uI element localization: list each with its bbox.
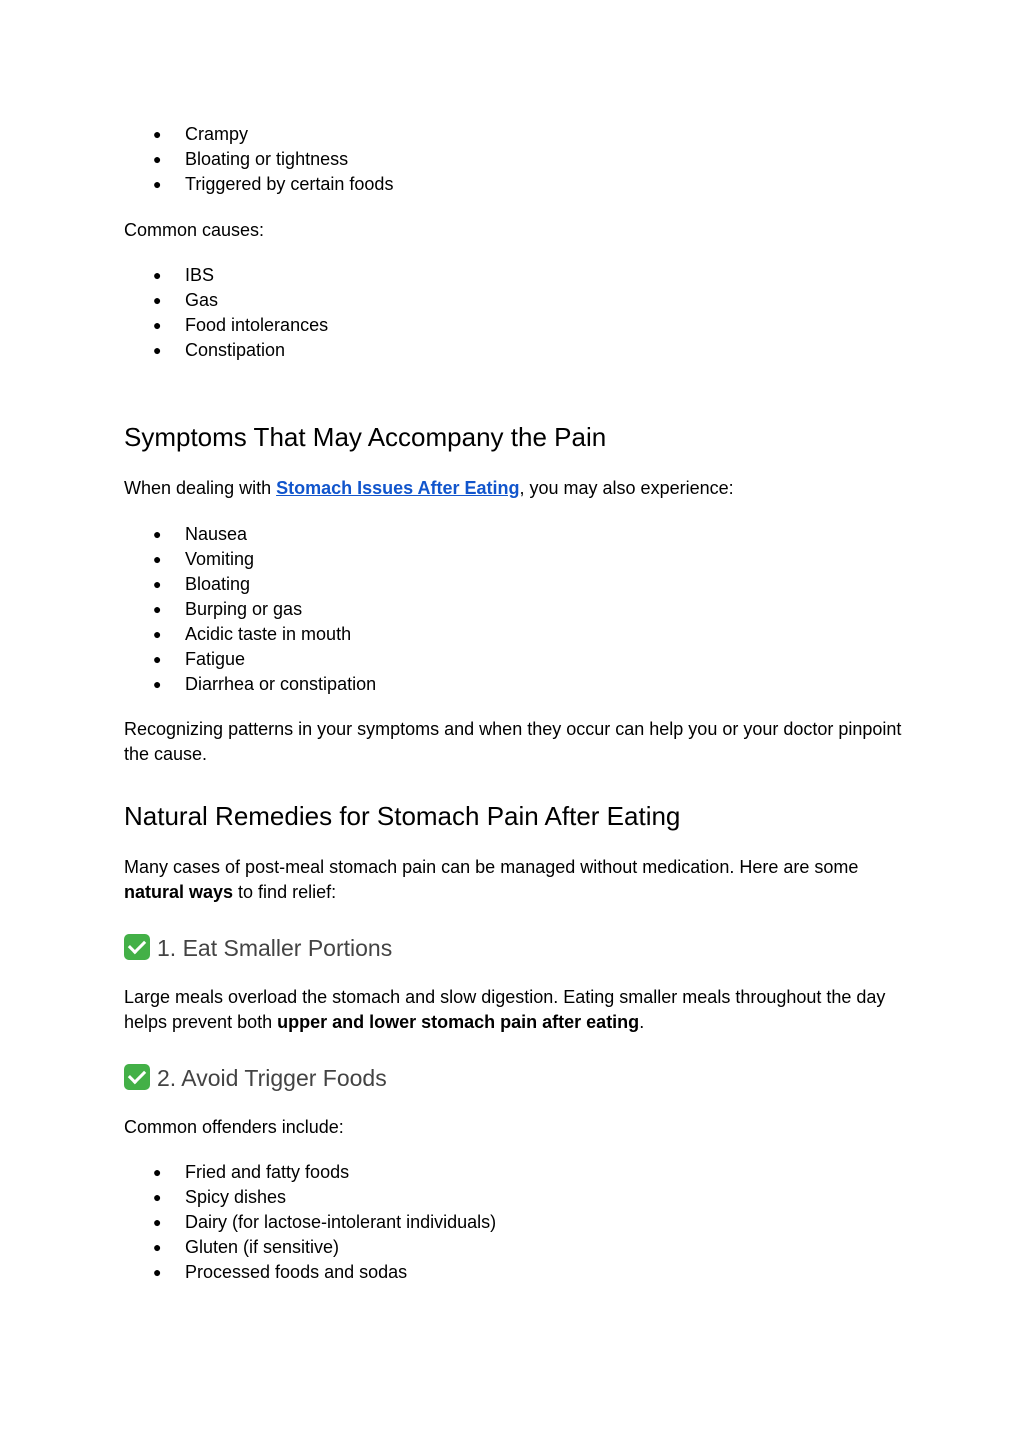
bullet-icon: ●	[153, 292, 162, 308]
list-item-text: Vomiting	[185, 549, 255, 569]
smaller-portions-paragraph	[124, 985, 904, 1035]
subheading-smaller-portions	[124, 933, 392, 963]
list-item	[124, 172, 904, 197]
list-item-text: Fatigue	[185, 649, 246, 669]
list-item	[124, 647, 904, 672]
bullet-icon: ●	[153, 176, 162, 192]
subheading-trigger-foods	[124, 1063, 387, 1093]
list-common-causes	[124, 263, 904, 363]
bullet-icon: ●	[153, 267, 162, 283]
check-mark-icon	[124, 1064, 150, 1090]
recognizing-paragraph: Recognizing patterns in your symptoms and when they occur can help you or your doctor pinpoint the cause.	[124, 719, 902, 764]
list-item-text: IBS	[185, 265, 215, 285]
list-item	[124, 672, 904, 697]
list-item	[124, 338, 904, 363]
list-pain-characteristics	[124, 122, 904, 197]
bullet-icon: ●	[153, 551, 162, 567]
list-item	[124, 147, 904, 172]
bullet-icon: ●	[153, 1264, 162, 1280]
list-item	[124, 1185, 904, 1210]
list-item	[124, 288, 904, 313]
list-item	[124, 1160, 904, 1185]
smaller-portions-text-end: .	[639, 1012, 645, 1032]
list-item	[124, 597, 904, 622]
list-item-text: Gas	[185, 290, 219, 310]
subheading-text: 1. Eat Smaller Portions	[157, 935, 393, 961]
list-item	[124, 313, 904, 338]
list-item	[124, 263, 904, 288]
list-symptoms	[124, 522, 904, 697]
list-item	[124, 122, 904, 147]
bullet-icon: ●	[153, 576, 162, 592]
bullet-icon: ●	[153, 1164, 162, 1180]
bullet-icon: ●	[153, 151, 162, 167]
remedies-intro	[124, 855, 904, 905]
list-item-text: Acidic taste in mouth	[185, 624, 352, 644]
stomach-issues-link[interactable]: Stomach Issues After Eating	[276, 478, 520, 498]
heading-remedies: Natural Remedies for Stomach Pain After Eating	[124, 801, 681, 831]
list-item	[124, 572, 904, 597]
symptoms-intro	[124, 476, 904, 501]
remedies-intro-text-end: to find relief:	[233, 882, 337, 902]
bullet-icon: ●	[153, 526, 162, 542]
list-item-text: Crampy	[185, 124, 249, 144]
subheading-text: 2. Avoid Trigger Foods	[157, 1065, 387, 1091]
remedies-intro-bold: natural ways	[124, 882, 234, 902]
list-item-text: Constipation	[185, 340, 286, 360]
bullet-icon: ●	[153, 1239, 162, 1255]
list-item	[124, 1210, 904, 1235]
offenders-label: Common offenders include:	[124, 1117, 344, 1137]
list-item-text: Burping or gas	[185, 599, 303, 619]
common-causes-label: Common causes:	[124, 220, 265, 240]
list-item	[124, 547, 904, 572]
bullet-icon: ●	[153, 126, 162, 142]
bullet-icon: ●	[153, 651, 162, 667]
bullet-icon: ●	[153, 342, 162, 358]
symptoms-intro-text-end: , you may also experience:	[519, 478, 734, 498]
list-item	[124, 1235, 904, 1260]
bullet-icon: ●	[153, 1189, 162, 1205]
check-mark-icon	[124, 934, 150, 960]
smaller-portions-bold: upper and lower stomach pain after eating	[277, 1012, 640, 1032]
list-item	[124, 522, 904, 547]
symptoms-intro-text: When dealing with	[124, 478, 277, 498]
list-item-text: Food intolerances	[185, 315, 329, 335]
bullet-icon: ●	[153, 626, 162, 642]
list-item-text: Processed foods and sodas	[185, 1262, 408, 1282]
list-item-text: Bloating	[185, 574, 251, 594]
list-item	[124, 1260, 904, 1285]
list-offenders	[124, 1160, 904, 1285]
list-item-text: Gluten (if sensitive)	[185, 1237, 340, 1257]
list-item-text: Dairy (for lactose-intolerant individuals)	[185, 1212, 497, 1232]
list-item-text: Spicy dishes	[185, 1187, 287, 1207]
list-item-text: Fried and fatty foods	[185, 1162, 350, 1182]
heading-symptoms: Symptoms That May Accompany the Pain	[124, 422, 607, 452]
list-item-text: Bloating or tightness	[185, 149, 349, 169]
bullet-icon: ●	[153, 317, 162, 333]
list-item-text: Diarrhea or constipation	[185, 674, 377, 694]
list-item-text: Nausea	[185, 524, 248, 544]
smaller-portions-text: Large meals overload the stomach and slow digestion. Eating smaller meals throughout the day helps prevent both	[124, 987, 886, 1032]
bullet-icon: ●	[153, 601, 162, 617]
bullet-icon: ●	[153, 1214, 162, 1230]
bullet-icon: ●	[153, 676, 162, 692]
list-item	[124, 622, 904, 647]
list-item-text: Triggered by certain foods	[185, 174, 394, 194]
remedies-intro-text: Many cases of post-meal stomach pain can be managed without medication. Here are some	[124, 857, 859, 877]
